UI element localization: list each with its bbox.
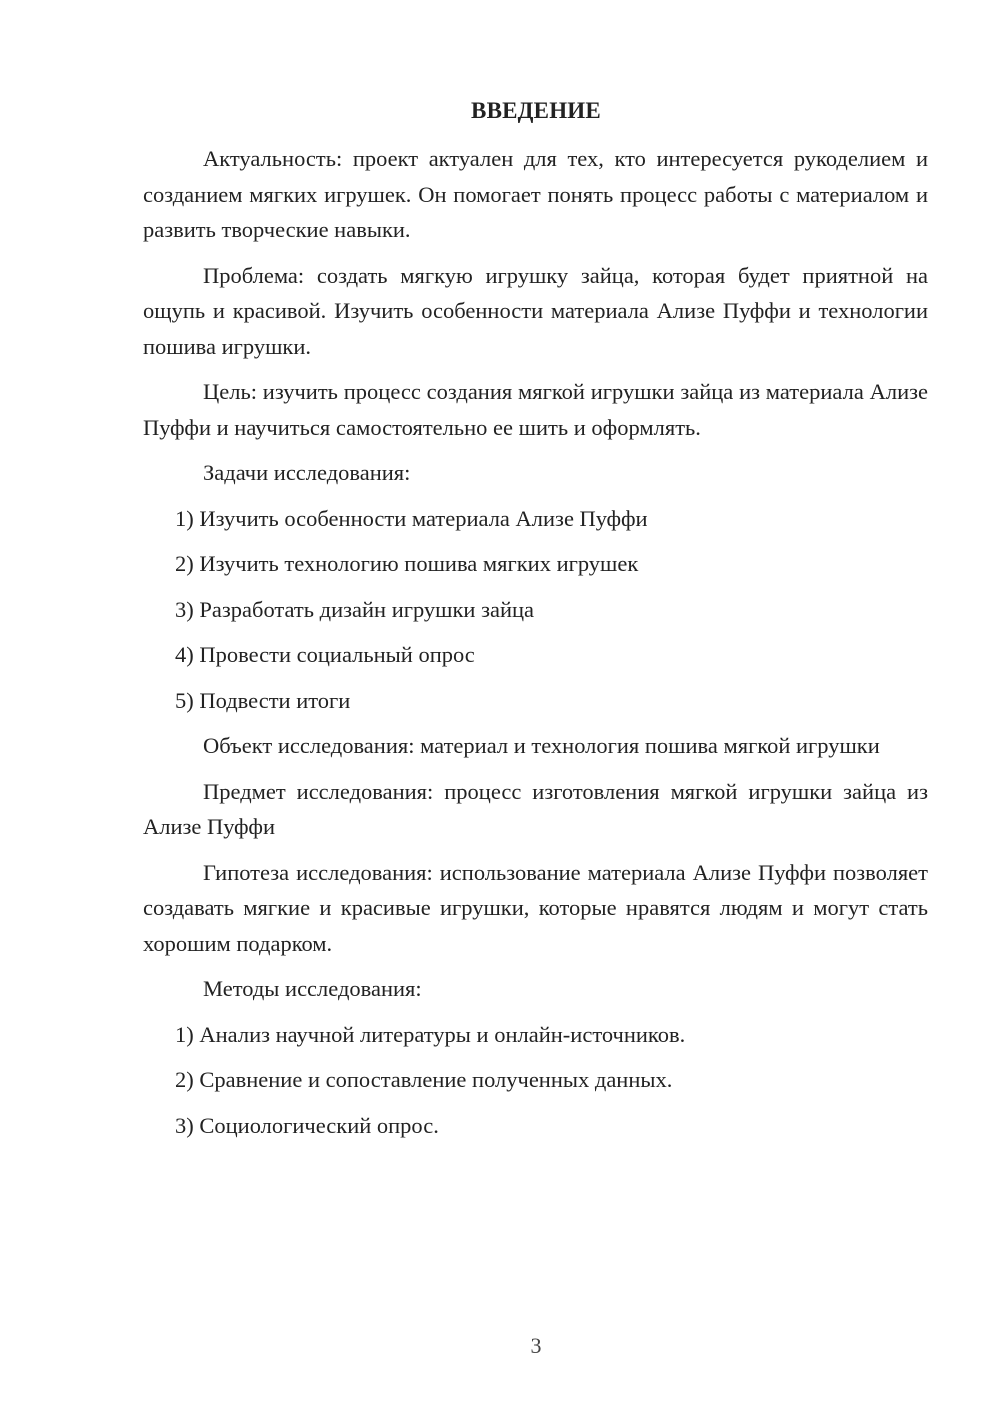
methods-heading: Методы исследования: xyxy=(203,976,422,1001)
task-item: 2) Изучить технологию пошива мягких игрушек xyxy=(175,551,639,576)
document-body xyxy=(143,141,928,1153)
task-item: 3) Разработать дизайн игрушки зайца xyxy=(175,596,535,622)
document-title: ВВЕДЕНИЕ xyxy=(471,98,601,123)
method-item: 1) Анализ научной литературы и онлайн-источников. xyxy=(175,1021,686,1047)
method-item: 2) Сравнение и сопоставление полученных данных. xyxy=(175,1067,673,1092)
page-number: 3 xyxy=(530,1333,542,1358)
subject-paragraph: Предмет исследования: процесс изготовления мягкой игрушки зайца из Ализе Пуффи xyxy=(143,778,928,839)
task-item: 1) Изучить особенности материала Ализе Пуффи xyxy=(175,505,648,531)
task-item: 5) Подвести итоги xyxy=(175,687,351,713)
goal-paragraph: Цель: изучить процесс создания мягкой игрушки зайца из материала Ализе Пуффи и научиться самостоятельно ее шить и оформлять. xyxy=(143,379,928,440)
relevance-paragraph: Актуальность: проект актуален для тех, кто интересуется рукоделием и созданием мягких игрушек. Он помогает понять процесс работы с материалом и развить творческие навыки. xyxy=(143,146,928,242)
method-item: 3) Социологический опрос. xyxy=(175,1112,439,1138)
object-paragraph: Объект исследования: материал и технология пошива мягкой игрушки xyxy=(203,733,880,758)
tasks-heading: Задачи исследования: xyxy=(203,460,411,485)
task-item: 4) Провести социальный опрос xyxy=(175,642,475,667)
problem-paragraph: Проблема: создать мягкую игрушку зайца, которая будет приятной на ощупь и красивой. Изучить особенности материала Ализе Пуффи и технологии пошива игрушки. xyxy=(143,262,928,359)
hypothesis-paragraph: Гипотеза исследования: использование материала Ализе Пуффи позволяет создавать мягкие и красивые игрушки, которые нравятся людям и могут стать хорошим подарком. xyxy=(143,859,928,956)
